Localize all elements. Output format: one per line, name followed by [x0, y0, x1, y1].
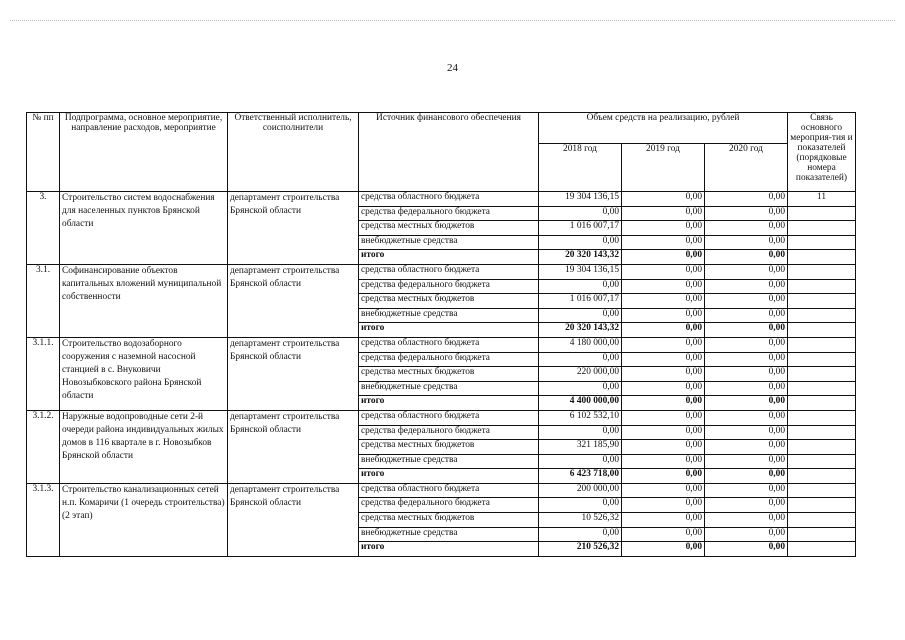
- amount-2018: 1 016 007,17: [539, 221, 622, 236]
- executor-name: департамент строительства Брянской области: [228, 483, 359, 556]
- amount-2019: 0,00: [622, 279, 705, 294]
- amount-2018: 20 320 143,32: [539, 250, 622, 265]
- indicator-link: [788, 221, 856, 236]
- amount-2020: 0,00: [705, 264, 788, 279]
- amount-2018: 1 016 007,17: [539, 294, 622, 309]
- funding-source: внебюджетные средства: [359, 381, 539, 396]
- amount-2018: 220 000,00: [539, 367, 622, 382]
- table-header: [27, 113, 856, 192]
- funding-source: итого: [359, 469, 539, 484]
- header-executor: Ответственный исполнитель, соисполнители: [228, 113, 359, 192]
- amount-2019: 0,00: [622, 264, 705, 279]
- amount-2020: 0,00: [705, 221, 788, 236]
- indicator-link: [788, 440, 856, 455]
- indicator-link: [788, 469, 856, 484]
- executor-name: департамент строительства Брянской области: [228, 192, 359, 265]
- amount-2019: 0,00: [622, 308, 705, 323]
- funding-source: средства местных бюджетов: [359, 221, 539, 236]
- indicator-link: [788, 337, 856, 352]
- indicator-link: [788, 425, 856, 440]
- table-row: [27, 337, 856, 352]
- funding-source: средства областного бюджета: [359, 337, 539, 352]
- amount-2019: 0,00: [622, 221, 705, 236]
- header-year-2019: 2019 год: [622, 144, 705, 192]
- measure-name: Строительство систем водоснабжения для населенных пунктов Брянской области: [60, 192, 228, 265]
- amount-2019: 0,00: [622, 294, 705, 309]
- row-number: 3.1.1.: [27, 337, 60, 410]
- amount-2020: 0,00: [705, 192, 788, 207]
- amount-2020: 0,00: [705, 454, 788, 469]
- funding-source: средства федерального бюджета: [359, 425, 539, 440]
- indicator-link: [788, 279, 856, 294]
- funding-source: средства областного бюджета: [359, 192, 539, 207]
- amount-2020: 0,00: [705, 206, 788, 221]
- amount-2018: 0,00: [539, 235, 622, 250]
- table-row: [27, 192, 856, 207]
- amount-2018: 0,00: [539, 206, 622, 221]
- indicator-link: [788, 294, 856, 309]
- amount-2018: 6 102 532,10: [539, 410, 622, 425]
- amount-2018: 0,00: [539, 454, 622, 469]
- measure-name: Наружные водопроводные сети 2-й очереди района индивидуальных жилых домов в 116 квартале в г. Новозыбков Брянской области: [60, 410, 228, 483]
- amount-2018: 4 400 000,00: [539, 396, 622, 411]
- amount-2018: 0,00: [539, 279, 622, 294]
- amount-2019: 0,00: [622, 381, 705, 396]
- header-source: Источник финансового обеспечения: [359, 113, 539, 192]
- header-program: Подпрограмма, основное мероприятие, направление расходов, мероприятие: [60, 113, 228, 192]
- amount-2018: 19 304 136,15: [539, 264, 622, 279]
- header-year-2020: 2020 год: [705, 144, 788, 192]
- indicator-link: [788, 235, 856, 250]
- amount-2018: 0,00: [539, 352, 622, 367]
- indicator-link: [788, 250, 856, 265]
- amount-2019: 0,00: [622, 250, 705, 265]
- funding-source: внебюджетные средства: [359, 527, 539, 542]
- amount-2020: 0,00: [705, 235, 788, 250]
- row-number: 3.1.: [27, 264, 60, 337]
- amount-2019: 0,00: [622, 410, 705, 425]
- amount-2019: 0,00: [622, 454, 705, 469]
- amount-2020: 0,00: [705, 440, 788, 455]
- amount-2019: 0,00: [622, 337, 705, 352]
- amount-2020: 0,00: [705, 425, 788, 440]
- amount-2020: 0,00: [705, 337, 788, 352]
- amount-2019: 0,00: [622, 206, 705, 221]
- amount-2019: 0,00: [622, 425, 705, 440]
- amount-2020: 0,00: [705, 498, 788, 513]
- indicator-link: [788, 352, 856, 367]
- amount-2020: 0,00: [705, 294, 788, 309]
- funding-source: средства местных бюджетов: [359, 440, 539, 455]
- funding-source: средства областного бюджета: [359, 410, 539, 425]
- amount-2019: 0,00: [622, 469, 705, 484]
- amount-2018: 0,00: [539, 308, 622, 323]
- amount-2018: 321 185,90: [539, 440, 622, 455]
- indicator-link: [788, 410, 856, 425]
- indicator-link: [788, 513, 856, 528]
- indicator-link: [788, 308, 856, 323]
- row-number: 3.1.3.: [27, 483, 60, 556]
- amount-2020: 0,00: [705, 513, 788, 528]
- funding-source: итого: [359, 323, 539, 338]
- header-year-2018: 2018 год: [539, 144, 622, 192]
- amount-2018: 20 320 143,32: [539, 323, 622, 338]
- funding-source: средства областного бюджета: [359, 483, 539, 498]
- indicator-link: [788, 323, 856, 338]
- amount-2018: 6 423 718,00: [539, 469, 622, 484]
- amount-2020: 0,00: [705, 381, 788, 396]
- table-body: [27, 192, 856, 557]
- indicator-link: [788, 367, 856, 382]
- amount-2020: 0,00: [705, 410, 788, 425]
- amount-2019: 0,00: [622, 440, 705, 455]
- funding-source: средства федерального бюджета: [359, 352, 539, 367]
- funding-source: средства местных бюджетов: [359, 513, 539, 528]
- measure-name: Строительство водозаборного сооружения с наземной насосной станцией в с. Внуковичи Новозыбковского района Брянской области: [60, 337, 228, 410]
- amount-2019: 0,00: [622, 192, 705, 207]
- amount-2020: 0,00: [705, 279, 788, 294]
- header-volume: Объем средств на реализацию, рублей: [539, 113, 788, 144]
- funding-source: итого: [359, 250, 539, 265]
- indicator-link: 11: [788, 192, 856, 207]
- executor-name: департамент строительства Брянской области: [228, 264, 359, 337]
- amount-2019: 0,00: [622, 483, 705, 498]
- table-row: [27, 410, 856, 425]
- measure-name: Строительство канализационных сетей н.п. Комаричи (1 очередь строительства) (2 этап): [60, 483, 228, 556]
- indicator-link: [788, 527, 856, 542]
- amount-2020: 0,00: [705, 483, 788, 498]
- indicator-link: [788, 396, 856, 411]
- indicator-link: [788, 206, 856, 221]
- amount-2019: 0,00: [622, 323, 705, 338]
- row-number: 3.: [27, 192, 60, 265]
- amount-2020: 0,00: [705, 367, 788, 382]
- funding-source: средства федерального бюджета: [359, 498, 539, 513]
- funding-source: средства федерального бюджета: [359, 279, 539, 294]
- indicator-link: [788, 264, 856, 279]
- amount-2019: 0,00: [622, 235, 705, 250]
- amount-2019: 0,00: [622, 396, 705, 411]
- table-row: [27, 264, 856, 279]
- indicator-link: [788, 542, 856, 557]
- amount-2019: 0,00: [622, 352, 705, 367]
- amount-2020: 0,00: [705, 352, 788, 367]
- executor-name: департамент строительства Брянской области: [228, 337, 359, 410]
- table-row: [27, 483, 856, 498]
- budget-table: [26, 112, 856, 557]
- indicator-link: [788, 498, 856, 513]
- scan-top-edge: [10, 20, 895, 21]
- measure-name: Софинансирование объектов капитальных вложений муниципальной собственности: [60, 264, 228, 337]
- header-link: Связь основного мероприя-тия и показателей (порядковые номера показателей): [788, 113, 856, 192]
- amount-2020: 0,00: [705, 323, 788, 338]
- amount-2020: 0,00: [705, 527, 788, 542]
- row-number: 3.1.2.: [27, 410, 60, 483]
- funding-source: итого: [359, 542, 539, 557]
- amount-2018: 0,00: [539, 527, 622, 542]
- indicator-link: [788, 381, 856, 396]
- funding-source: средства местных бюджетов: [359, 367, 539, 382]
- amount-2019: 0,00: [622, 498, 705, 513]
- executor-name: департамент строительства Брянской области: [228, 410, 359, 483]
- amount-2018: 0,00: [539, 381, 622, 396]
- amount-2018: 10 526,32: [539, 513, 622, 528]
- amount-2020: 0,00: [705, 469, 788, 484]
- amount-2018: 210 526,32: [539, 542, 622, 557]
- header-num: № пп: [27, 113, 60, 192]
- amount-2018: 0,00: [539, 498, 622, 513]
- funding-source: средства областного бюджета: [359, 264, 539, 279]
- amount-2019: 0,00: [622, 513, 705, 528]
- funding-source: средства федерального бюджета: [359, 206, 539, 221]
- amount-2020: 0,00: [705, 250, 788, 265]
- amount-2018: 4 180 000,00: [539, 337, 622, 352]
- amount-2020: 0,00: [705, 542, 788, 557]
- funding-source: средства местных бюджетов: [359, 294, 539, 309]
- funding-source: внебюджетные средства: [359, 308, 539, 323]
- amount-2020: 0,00: [705, 396, 788, 411]
- amount-2019: 0,00: [622, 527, 705, 542]
- amount-2019: 0,00: [622, 542, 705, 557]
- indicator-link: [788, 483, 856, 498]
- amount-2018: 0,00: [539, 425, 622, 440]
- amount-2018: 200 000,00: [539, 483, 622, 498]
- funding-source: итого: [359, 396, 539, 411]
- page-number: 24: [447, 62, 458, 74]
- amount-2019: 0,00: [622, 367, 705, 382]
- amount-2020: 0,00: [705, 308, 788, 323]
- funding-source: внебюджетные средства: [359, 454, 539, 469]
- amount-2018: 19 304 136,15: [539, 192, 622, 207]
- funding-source: внебюджетные средства: [359, 235, 539, 250]
- indicator-link: [788, 454, 856, 469]
